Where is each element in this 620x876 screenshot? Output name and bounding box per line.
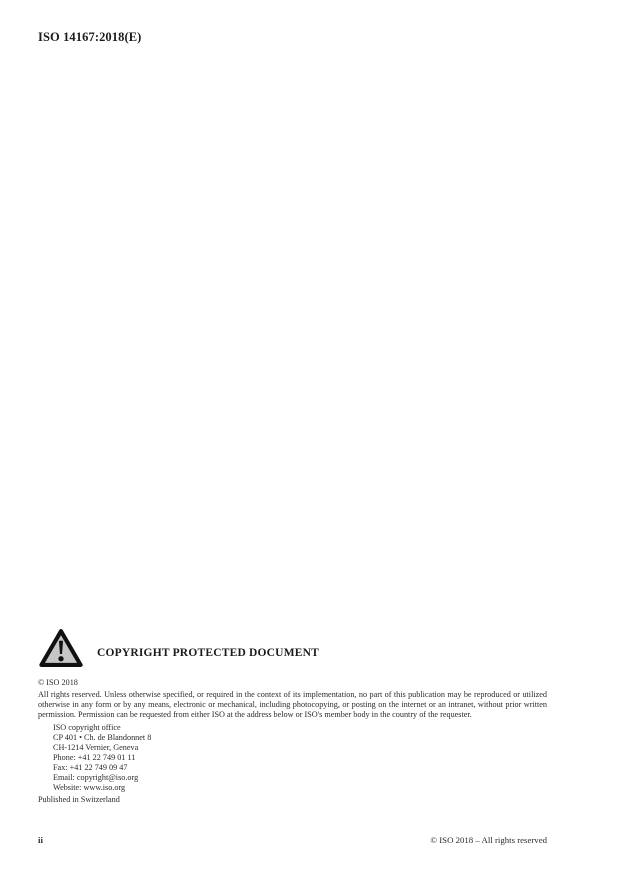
address-line: CH-1214 Vernier, Geneva bbox=[53, 742, 139, 752]
address-line: CP 401 • Ch. de Blandonnet 8 bbox=[53, 732, 152, 742]
footer-page-number: ii bbox=[38, 835, 43, 845]
address-line: Fax: +41 22 749 09 47 bbox=[53, 762, 128, 772]
iso-address-block bbox=[53, 723, 547, 793]
copyright-title: COPYRIGHT PROTECTED DOCUMENT bbox=[97, 646, 319, 659]
address-line: ISO copyright office bbox=[53, 722, 121, 732]
address-line: Phone: +41 22 749 01 11 bbox=[53, 752, 136, 762]
copyright-body-paragraph: All rights reserved. Unless otherwise specified, or required in the context of its implementation, no part of this publication may be reproduced or utilized otherwise in any form or by any means, electronic or mechanical, including photocopying, or posting on the internet or an intranet, without prior written permission. Permission can be requested from either ISO at the address below or ISO's member body in the country of the requester. bbox=[38, 689, 547, 720]
copyright-title-row bbox=[38, 628, 547, 669]
published-line: Published in Switzerland bbox=[38, 794, 120, 804]
address-line: Website: www.iso.org bbox=[53, 782, 126, 792]
copyright-notice: © ISO 2018 bbox=[38, 678, 78, 687]
document-reference-header: ISO 14167:2018(E) bbox=[38, 30, 142, 44]
copyright-section bbox=[38, 628, 547, 804]
footer-rights-notice: © ISO 2018 – All rights reserved bbox=[430, 835, 547, 845]
warning-triangle-icon bbox=[38, 628, 84, 669]
address-line: Email: copyright@iso.org bbox=[53, 772, 139, 782]
